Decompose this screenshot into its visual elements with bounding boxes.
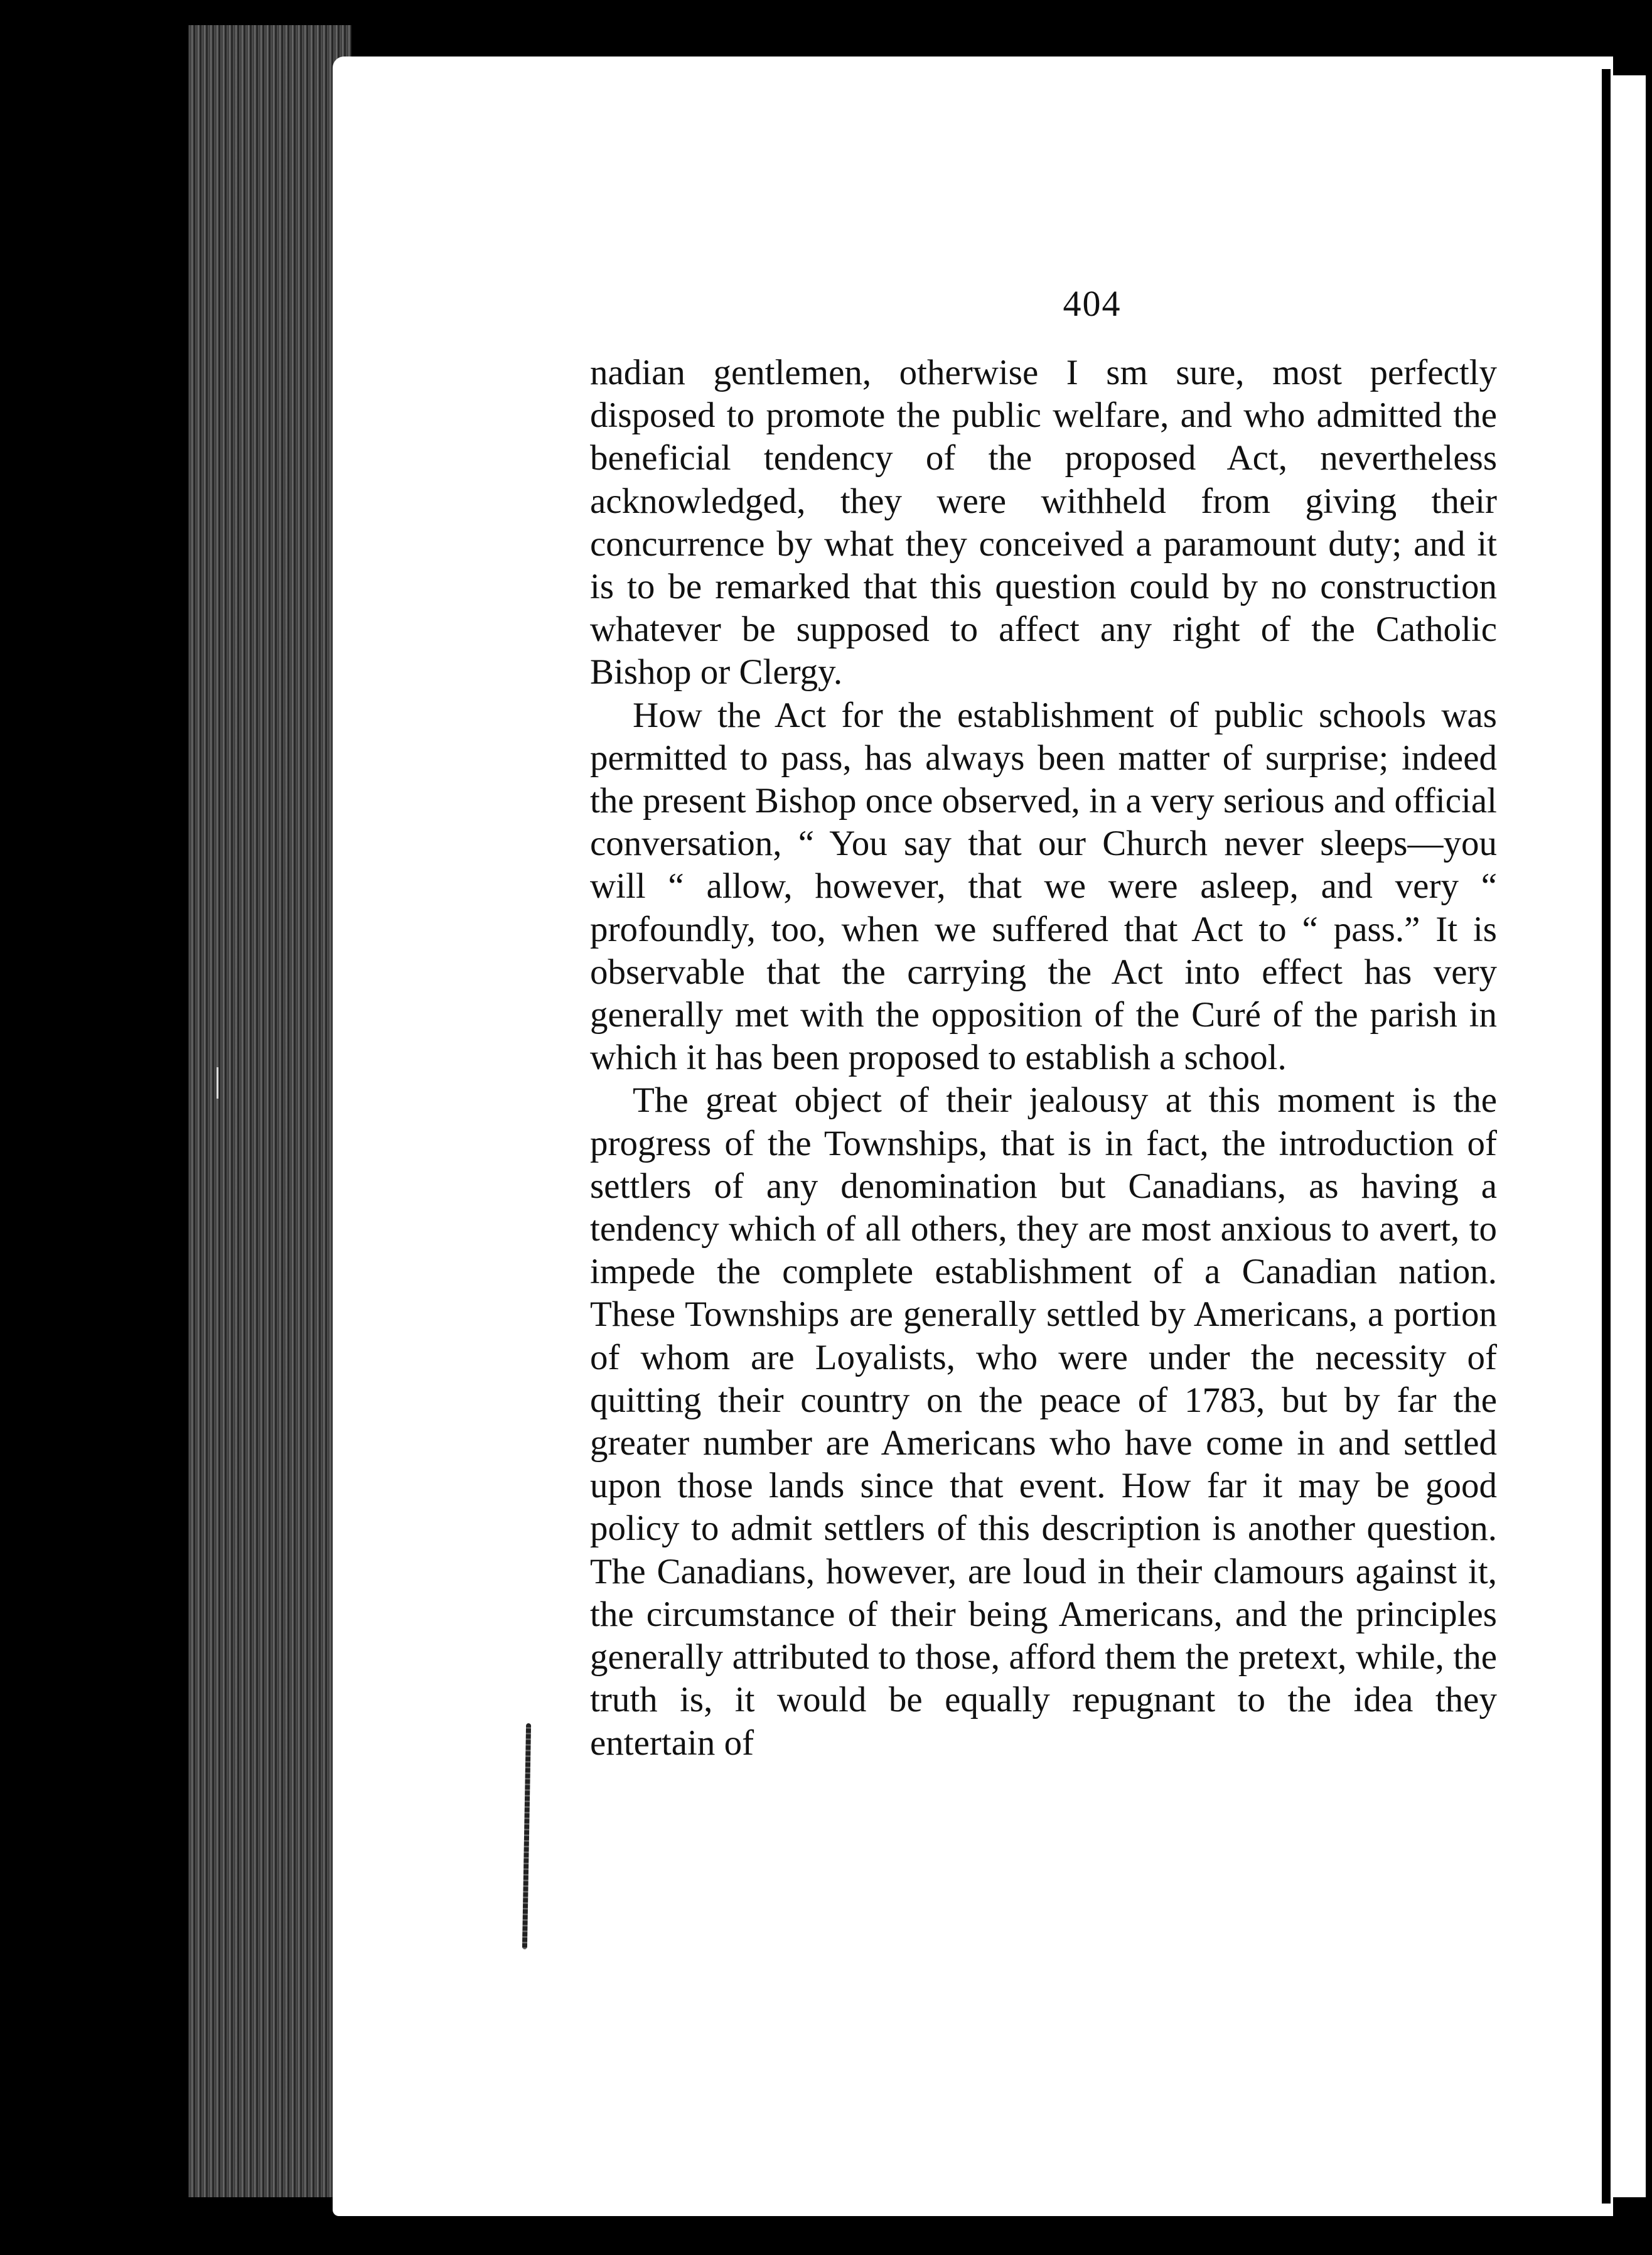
body-text <box>590 352 1497 1765</box>
margin-tick <box>217 1067 218 1099</box>
facing-page-edge <box>1613 75 1646 2197</box>
paragraph: How the Act for the establishment of public schools was permitted to pass, has always been matter of surprise; indeed the present Bishop once observed, in a very serious and official conversation, “ You say that our Church never sleeps—you will “ allow, however, that we were asleep, and very “ profoundly, too, when we suffered that Act to “ pass.” It is observable that the carrying the Act into effect has very generally met with the opposition of the Curé of the parish in which it has been proposed to establish a school. <box>590 695 1497 1078</box>
paragraph: nadian gentlemen, otherwise I sm sure, most perfectly disposed to promote the public welfare, and who admitted the beneficial tendency of the proposed Act, nevertheless acknowledged, they were withheld from giving their concurrence by what they conceived a paramount duty; and it is to be remarked that this question could by no construction whatever be supposed to affect any right of the Catholic Bishop or Clergy. <box>590 353 1497 692</box>
gutter-shadow <box>1602 69 1611 2204</box>
page-number: 404 <box>1063 283 1122 324</box>
paragraph: The great object of their jealousy at this moment is the progress of the Townships, that is in fact, the introduction of settlers of any denomination but Canadians, as having a tendency which of all others, they are most anxious to avert, to impede the complete establishment of a Canadian nation. These Townships are generally settled by Americans, a portion of whom are Loyalists, who were under the necessity of quitting their country on the peace of 1783, but by far the greater number are Americans who have come in and settled upon those lands since that event. How far it may be good policy to admit settlers of this description is another question. The Canadians, however, are loud in their clamours against it, the circumstance of their being Americans, and the principles generally attributed to those, afford them the pretext, while, the truth is, it would be equally repugnant to the idea they entertain of <box>590 1080 1497 1763</box>
book-page-edges <box>188 25 351 2197</box>
